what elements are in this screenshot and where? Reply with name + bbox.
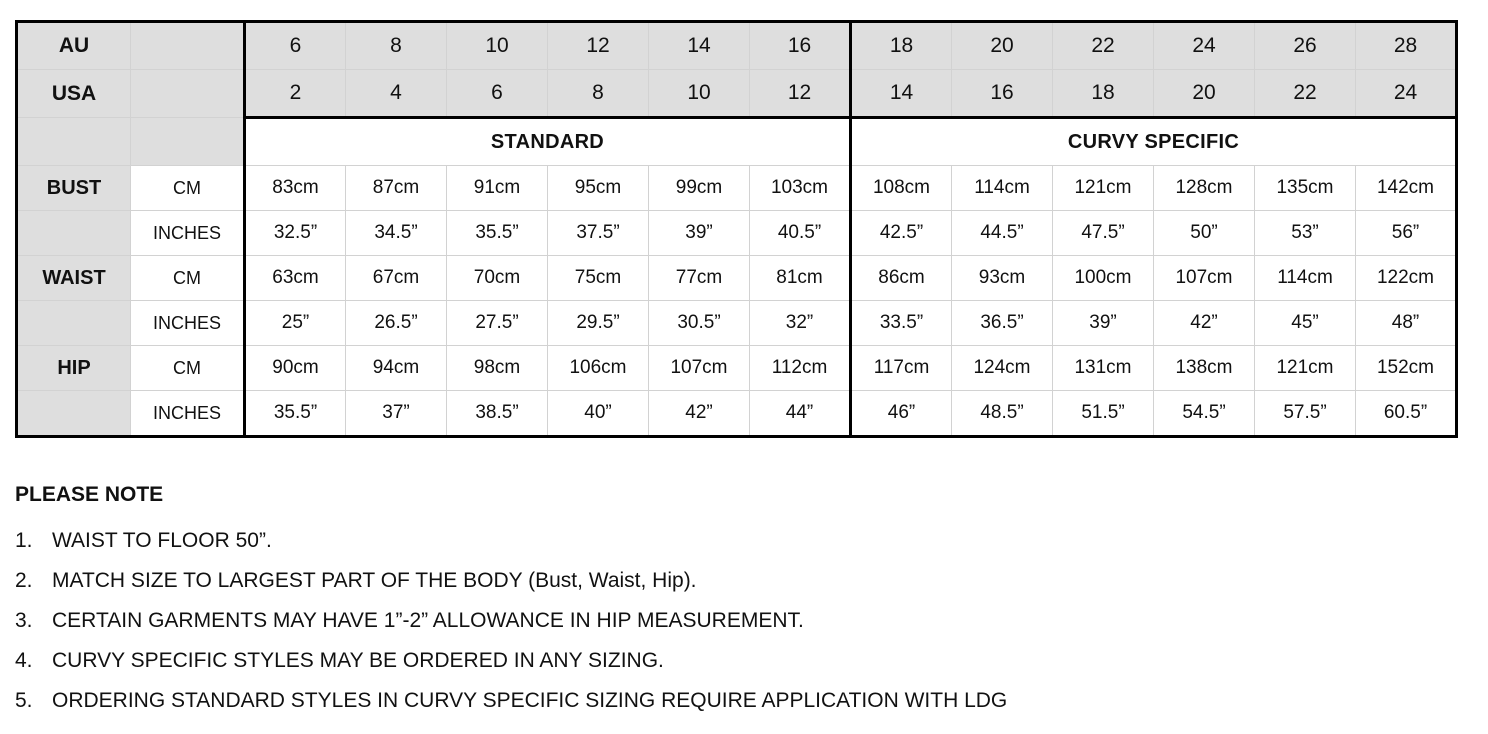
measurement-value: 40” (548, 391, 649, 437)
measurement-value: 26.5” (346, 301, 447, 346)
usa-size-row (17, 70, 1457, 118)
measurement-value: 47.5” (1053, 211, 1154, 256)
note-number: 5. (15, 689, 33, 712)
usa-size-cell: 18 (1053, 70, 1154, 118)
section-unit-blank (131, 118, 245, 166)
measurement-label (17, 301, 131, 346)
measurement-value: 42” (649, 391, 750, 437)
measurement-value: 114cm (952, 166, 1053, 211)
notes-title: PLEASE NOTE (15, 483, 164, 506)
measurement-value: 112cm (750, 346, 851, 391)
measurement-value: 42.5” (851, 211, 952, 256)
note-text: CURVY SPECIFIC STYLES MAY BE ORDERED IN ANY SIZING. (52, 649, 664, 672)
measurement-value: 77cm (649, 256, 750, 301)
measurement-value: 45” (1255, 301, 1356, 346)
measurement-label: HIP (17, 346, 131, 391)
usa-label: USA (17, 70, 131, 118)
measurement-value: 107cm (1154, 256, 1255, 301)
measurement-value: 33.5” (851, 301, 952, 346)
measurement-value: 81cm (750, 256, 851, 301)
note-item (15, 606, 1465, 646)
measurement-value: 48.5” (952, 391, 1053, 437)
measurement-row (17, 256, 1457, 301)
measurement-value: 27.5” (447, 301, 548, 346)
measurement-value: 56” (1356, 211, 1457, 256)
measurement-value: 131cm (1053, 346, 1154, 391)
measurement-value: 36.5” (952, 301, 1053, 346)
section-row (17, 118, 1457, 166)
usa-size-cell: 16 (952, 70, 1053, 118)
measurement-value: 128cm (1154, 166, 1255, 211)
measurement-value: 106cm (548, 346, 649, 391)
measurement-value: 107cm (649, 346, 750, 391)
au-size-cell: 10 (447, 22, 548, 70)
measurement-value: 63cm (245, 256, 346, 301)
measurement-value: 48” (1356, 301, 1457, 346)
measurement-row (17, 391, 1457, 437)
measurement-value: 91cm (447, 166, 548, 211)
au-size-cell: 16 (750, 22, 851, 70)
measurement-value: 37.5” (548, 211, 649, 256)
note-text: ORDERING STANDARD STYLES IN CURVY SPECIFIC SIZING REQUIRE APPLICATION WITH LDG (52, 689, 1008, 712)
measurement-value: 99cm (649, 166, 750, 211)
measurement-unit: CM (131, 166, 245, 211)
measurement-value: 32.5” (245, 211, 346, 256)
measurement-value: 135cm (1255, 166, 1356, 211)
note-text: CERTAIN GARMENTS MAY HAVE 1”-2” ALLOWANCE IN HIP MEASUREMENT. (52, 609, 804, 632)
measurement-value: 29.5” (548, 301, 649, 346)
measurement-value: 75cm (548, 256, 649, 301)
measurement-value: 138cm (1154, 346, 1255, 391)
au-size-row (17, 22, 1457, 70)
note-number: 1. (15, 529, 33, 552)
notes-section (15, 480, 1465, 726)
measurement-label (17, 391, 131, 437)
measurement-label (17, 211, 131, 256)
measurement-unit: INCHES (131, 391, 245, 437)
measurement-unit: CM (131, 346, 245, 391)
au-size-cell: 6 (245, 22, 346, 70)
measurement-value: 121cm (1255, 346, 1356, 391)
note-number: 4. (15, 649, 33, 672)
measurement-value: 94cm (346, 346, 447, 391)
usa-size-cell: 22 (1255, 70, 1356, 118)
measurement-value: 114cm (1255, 256, 1356, 301)
size-chart-body (17, 22, 1457, 437)
measurement-row (17, 346, 1457, 391)
note-text: WAIST TO FLOOR 50”. (52, 529, 272, 552)
measurement-value: 44.5” (952, 211, 1053, 256)
measurement-value: 39” (649, 211, 750, 256)
measurement-value: 42” (1154, 301, 1255, 346)
au-size-cell: 26 (1255, 22, 1356, 70)
measurement-row (17, 301, 1457, 346)
measurement-value: 70cm (447, 256, 548, 301)
measurement-value: 38.5” (447, 391, 548, 437)
measurement-value: 124cm (952, 346, 1053, 391)
au-size-cell: 12 (548, 22, 649, 70)
measurement-value: 54.5” (1154, 391, 1255, 437)
usa-size-cell: 14 (851, 70, 952, 118)
measurement-value: 86cm (851, 256, 952, 301)
usa-size-cell: 20 (1154, 70, 1255, 118)
measurement-unit: INCHES (131, 301, 245, 346)
notes-list (15, 526, 1465, 726)
measurement-value: 46” (851, 391, 952, 437)
measurement-value: 35.5” (245, 391, 346, 437)
usa-size-cell: 6 (447, 70, 548, 118)
measurement-value: 39” (1053, 301, 1154, 346)
measurement-value: 90cm (245, 346, 346, 391)
measurement-unit: CM (131, 256, 245, 301)
note-item (15, 566, 1465, 606)
measurement-value: 87cm (346, 166, 447, 211)
section-label-blank (17, 118, 131, 166)
usa-size-cell: 4 (346, 70, 447, 118)
au-size-cell: 28 (1356, 22, 1457, 70)
measurement-row (17, 211, 1457, 256)
measurement-unit: INCHES (131, 211, 245, 256)
measurement-value: 50” (1154, 211, 1255, 256)
measurement-value: 121cm (1053, 166, 1154, 211)
standard-section-heading: STANDARD (245, 118, 851, 166)
note-item (15, 646, 1465, 686)
measurement-value: 34.5” (346, 211, 447, 256)
measurement-value: 30.5” (649, 301, 750, 346)
measurement-label: BUST (17, 166, 131, 211)
curvy-specific-section-heading: CURVY SPECIFIC (851, 118, 1457, 166)
usa-size-cell: 24 (1356, 70, 1457, 118)
note-number: 2. (15, 569, 33, 592)
measurement-value: 32” (750, 301, 851, 346)
measurement-value: 25” (245, 301, 346, 346)
usa-size-cell: 10 (649, 70, 750, 118)
usa-size-cell: 2 (245, 70, 346, 118)
note-item (15, 686, 1465, 726)
au-size-cell: 24 (1154, 22, 1255, 70)
measurement-value: 98cm (447, 346, 548, 391)
au-size-cell: 18 (851, 22, 952, 70)
au-size-cell: 8 (346, 22, 447, 70)
measurement-value: 67cm (346, 256, 447, 301)
measurement-value: 108cm (851, 166, 952, 211)
usa-size-cell: 8 (548, 70, 649, 118)
measurement-value: 93cm (952, 256, 1053, 301)
measurement-value: 152cm (1356, 346, 1457, 391)
measurement-value: 57.5” (1255, 391, 1356, 437)
au-size-cell: 20 (952, 22, 1053, 70)
measurement-row (17, 166, 1457, 211)
measurement-value: 122cm (1356, 256, 1457, 301)
measurement-value: 103cm (750, 166, 851, 211)
usa-size-cell: 12 (750, 70, 851, 118)
measurement-value: 35.5” (447, 211, 548, 256)
note-text: MATCH SIZE TO LARGEST PART OF THE BODY (Bust, Waist, Hip). (52, 569, 697, 592)
measurement-value: 60.5” (1356, 391, 1457, 437)
measurement-value: 53” (1255, 211, 1356, 256)
measurement-value: 95cm (548, 166, 649, 211)
au-size-cell: 14 (649, 22, 750, 70)
note-number: 3. (15, 609, 33, 632)
measurement-value: 117cm (851, 346, 952, 391)
au-size-cell: 22 (1053, 22, 1154, 70)
au-unit-blank (131, 22, 245, 70)
size-chart-table (15, 20, 1458, 438)
measurement-label: WAIST (17, 256, 131, 301)
measurement-value: 51.5” (1053, 391, 1154, 437)
usa-unit-blank (131, 70, 245, 118)
measurement-value: 40.5” (750, 211, 851, 256)
measurement-value: 83cm (245, 166, 346, 211)
measurement-value: 44” (750, 391, 851, 437)
measurement-value: 142cm (1356, 166, 1457, 211)
note-item (15, 526, 1465, 566)
measurement-value: 37” (346, 391, 447, 437)
au-label: AU (17, 22, 131, 70)
measurement-value: 100cm (1053, 256, 1154, 301)
